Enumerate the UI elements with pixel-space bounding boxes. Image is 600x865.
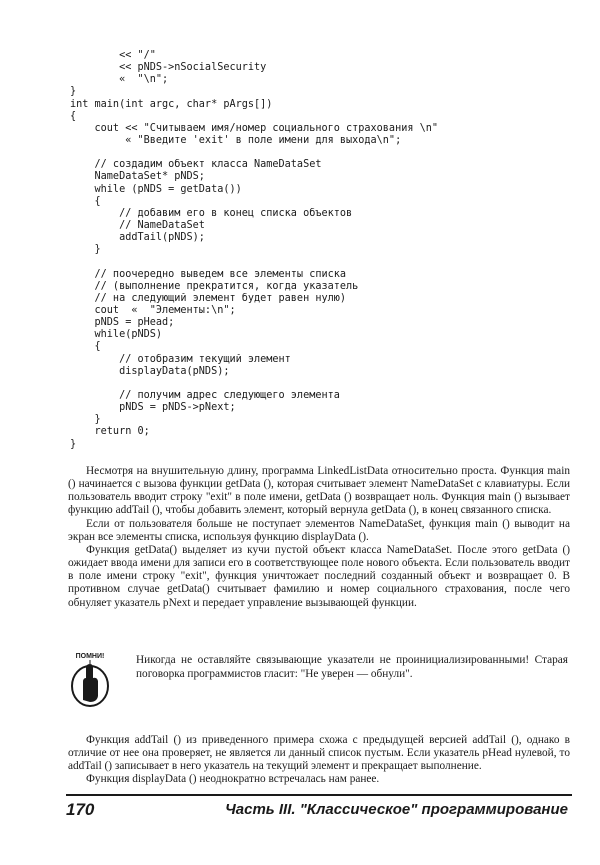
code-line: [70, 147, 550, 159]
code-line: int main(int argc, char* pArgs[]): [70, 98, 273, 110]
paragraph: Функция addTail () из приведенного примера схожа с предыдущей версией addTail (), однако в отличие от нее она проверяет, не является ли данный список пустым. Если указатель pHead нулевой, то addTail () записывает в него указатель на текущий элемент и прекращает выполнение.: [68, 734, 570, 773]
code-line: }: [70, 414, 101, 426]
code-line: // NameDataSet: [70, 219, 205, 231]
paragraph: Несмотря на внушительную длину, программа LinkedListData относительно проста. Функция main () начинается с вызова функции getData (), которая считывает элемент NameDataSet с клавиатуры. Если пользователь вводит строку "exit" в поле имени, getData () возвращает ноль. Функция main () вызывает функцию addTail (), чтобы добавить элемент, который вернула getData (), в конец связанного списка.: [68, 465, 570, 517]
code-line: }: [70, 244, 101, 256]
code-line: displayData(pNDS);: [70, 365, 230, 377]
code-line: // отобразим текущий элемент: [70, 353, 291, 365]
paragraph: Функция displayData () неоднократно встречалась нам ранее.: [86, 773, 380, 786]
page-number: 170: [66, 800, 95, 819]
code-line: {: [70, 110, 77, 122]
body-text-lower: [68, 734, 570, 787]
code-line: // получим адрес следующего элемента: [70, 389, 340, 401]
code-line: « "Введите 'exit' в поле имени для выхода\n";: [70, 134, 402, 146]
code-line: // добавим его в конец списка объектов: [70, 207, 353, 219]
code-line: // на следующий элемент будет равен нулю): [70, 292, 347, 304]
code-line: // (выполнение прекратится, когда указатель: [70, 280, 359, 292]
code-line: {: [70, 341, 101, 353]
code-line: « "\n";: [70, 74, 169, 86]
footer-rule: [66, 794, 572, 796]
note-text: Никогда не оставляйте связывающие указатели не проинициализированными! Старая поговорка программистов гласит: "Не уверен — обнули".: [136, 654, 568, 680]
code-line: cout << "Считываем имя/номер социального страхования \n": [70, 122, 439, 134]
code-line: << "/": [70, 50, 156, 61]
code-line: [70, 378, 550, 390]
body-text-upper: [68, 465, 570, 610]
code-line: cout « "Элементы:\n";: [70, 304, 236, 316]
code-line: }: [70, 438, 77, 450]
remember-icon: [66, 650, 114, 710]
remember-icon-label: ПОМНИ!: [75, 653, 105, 660]
code-line: [70, 256, 550, 268]
paragraph: Если от пользователя больше не поступает элементов NameDataSet, функция main () выводит на экран все элементы списка, используя функцию displayData ().: [68, 517, 570, 543]
code-line: // поочередно выведем все элементы списка: [70, 268, 347, 280]
code-line: }: [70, 86, 77, 98]
code-line: while (pNDS = getData()): [70, 183, 242, 195]
paragraph: Функция getData() выделяет из кучи пустой объект класса NameDataSet. После этого getData () ожидает ввода имени для записи его в соответствующее поле нового объекта. Если пользователь вводит в поле имени строку "exit", функция уничтожает последний созданный объект и возвращает 0. В противном случае getData() считывает фамилию и номер социального страхования, после чего обнуляет указатель pNext и передает управление вызывающей функции.: [68, 543, 570, 609]
code-line: << pNDS->nSocialSecurity: [70, 62, 267, 74]
code-line: pNDS = pHead;: [70, 317, 175, 329]
code-line: while(pNDS): [70, 329, 163, 341]
code-line: return 0;: [70, 426, 150, 438]
running-head: Часть III. "Классическое" программирование: [225, 801, 568, 818]
code-listing: [70, 50, 550, 451]
code-line: // создадим объект класса NameDataSet: [70, 159, 322, 171]
code-line: pNDS = pNDS->pNext;: [70, 402, 236, 414]
code-line: {: [70, 195, 101, 207]
code-line: addTail(pNDS);: [70, 232, 205, 244]
code-line: NameDataSet* pNDS;: [70, 171, 205, 183]
